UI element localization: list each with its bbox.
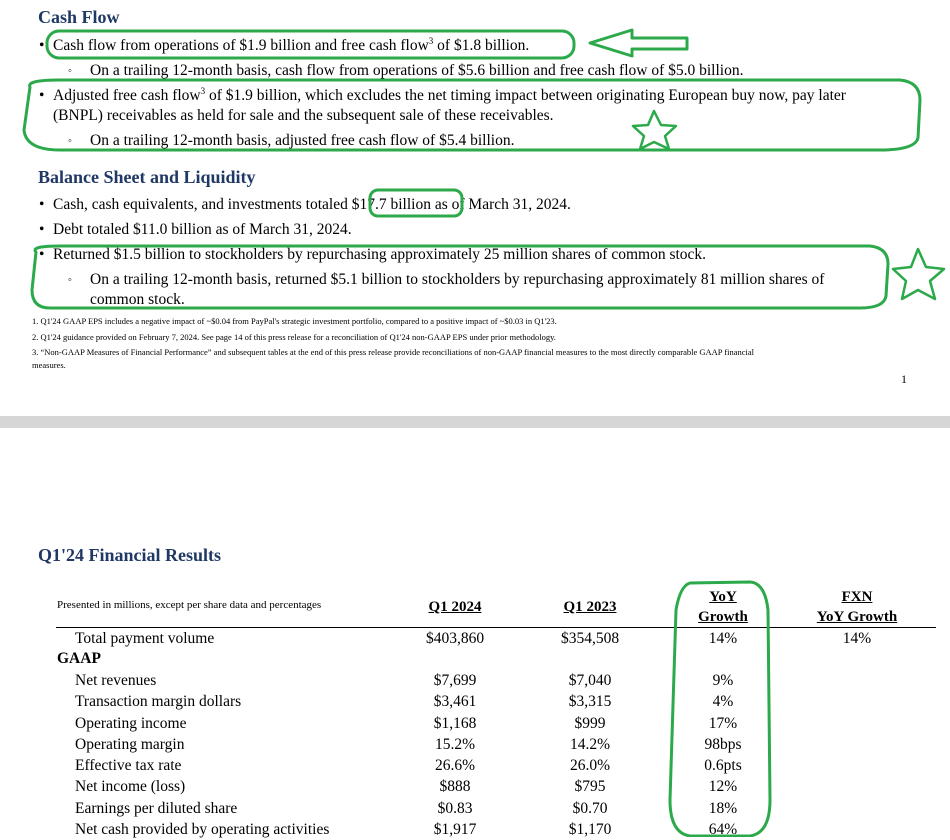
balance-bullet-2: • Debt totaled $11.0 billion as of March 31, 2024. — [39, 221, 352, 238]
cash-flow-sub-2: ◦ On a trailing 12-month basis, adjusted free cash flow of $5.4 billion. — [68, 132, 515, 149]
col-header-q1-2023: Q1 2023 — [563, 599, 617, 615]
cash-flow-bullet-1: • Cash flow from operations of $1.9 billion and free cash flow$^3$ of $1.8 billion. — [39, 35, 530, 54]
table-note: Presented in millions, except per share data and percentages — [57, 599, 322, 611]
highlighted-amount: $17.7 billion — [351, 196, 431, 213]
footnote-3-cont: measures. — [32, 360, 66, 370]
table-row: Operating margin 15.2% 14.2% 98bps — [75, 736, 742, 753]
table-row: Transaction margin dollars $3,461 $3,315 4% — [75, 693, 734, 710]
table-row: Effective tax rate 26.6% 26.0% 0.6pts — [75, 757, 742, 774]
cash-flow-bullet-2-line-2: (BNPL) receivables as held for sale and the subsequent sale of these receivables. — [53, 107, 554, 124]
page-separator — [0, 416, 950, 428]
table-row: Net revenues $7,699 $7,040 9% — [75, 672, 734, 689]
cash-flow-heading: Cash Flow — [38, 7, 120, 27]
col-header-yoy: YoY Growth — [698, 589, 748, 625]
balance-bullet-1: • Cash, cash equivalents, and investments totaled $17.7 billion as of March 31, 2024. — [39, 196, 571, 213]
table-row: Net income (loss) $888 $795 12% — [75, 778, 738, 795]
col-header-q1-2024: Q1 2024 — [428, 599, 482, 615]
footnote-1: 1. Q1'24 GAAP EPS includes a negative impact of ~$0.04 from PayPal's strategic investment portfolio, compared to a positive impact of ~$0.03 in Q1'23. — [32, 316, 557, 326]
table-row: Net cash provided by operating activities $1,917 $1,170 64% — [75, 821, 738, 838]
balance-sheet-heading: Balance Sheet and Liquidity — [38, 167, 256, 187]
page-number: 1 — [901, 372, 907, 386]
cash-flow-bullet-2: • Adjusted free cash flow$^3$ of $1.9 billion, which excludes the net timing impact between originating European buy now, pay later — [39, 85, 846, 104]
cash-flow-sub-1: ◦ On a trailing 12-month basis, cash flow from operations of $5.6 billion and free cash flow of $5.0 billion. — [68, 62, 744, 79]
balance-sub-1: ◦ On a trailing 12-month basis, returned $5.1 billion to stockholders by repurchasing approximately 81 million shares of — [68, 271, 825, 288]
balance-bullet-3: • Returned $1.5 billion to stockholders by repurchasing approximately 25 million shares of common stock. — [39, 246, 707, 263]
footnote-2: 2. Q1'24 guidance provided on February 7, 2024. See page 14 of this press release for a reconciliation of Q1'24 non-GAAP EPS under prior methodology. — [32, 332, 556, 342]
table-title: Q1'24 Financial Results — [38, 545, 222, 565]
balance-sub-1-line-2: common stock. — [90, 291, 185, 308]
table-row: Operating income $1,168 $999 17% — [75, 715, 738, 732]
table-row: Total payment volume $403,860 $354,508 14% 14% — [75, 630, 872, 647]
footnote-3: 3. “Non-GAAP Measures of Financial Performance” and subsequent tables at the end of this press release provide reconciliations of non-GAAP financial measures to the most directly comparable GAAP financial — [32, 347, 755, 357]
col-header-fxn: FXN YoY Growth — [816, 589, 898, 625]
gaap-section-label: GAAP — [57, 650, 101, 667]
table-row: Earnings per diluted share $0.83 $0.70 18% — [75, 800, 738, 817]
